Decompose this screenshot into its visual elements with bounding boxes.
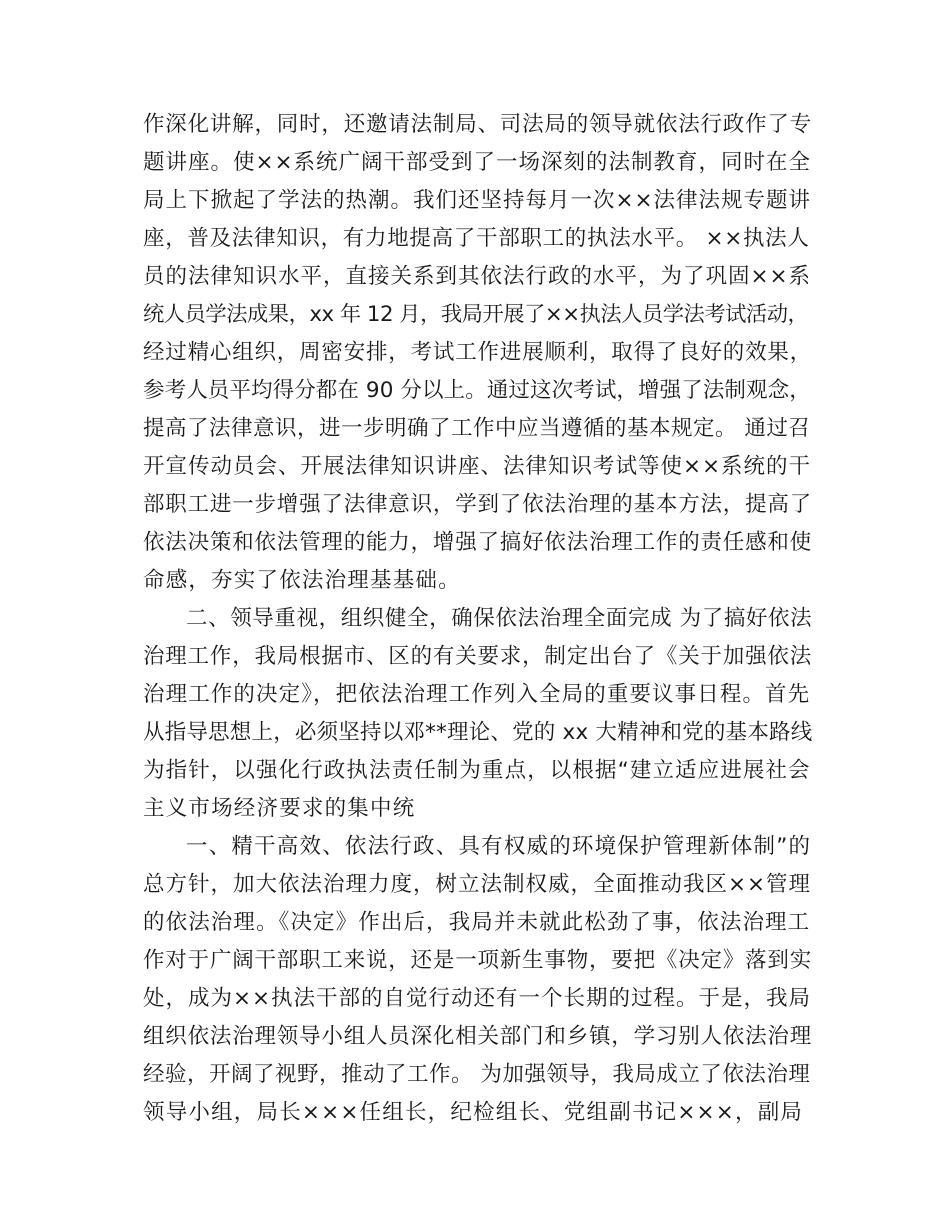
text-line: 依法决策和依法管理的能力，增强了搞好依法治理工作的责任感和使 [143, 530, 813, 555]
section-heading-line: 一、精干高效、依法行政、具有权威的环境保护管理新体制”的 [186, 834, 812, 859]
text-line: 作深化讲解，同时，还邀请法制局、司法局的领导就依法行政作了专 [143, 112, 813, 137]
text-line: 开宣传动员会、开展法律知识讲座、法律知识考试等使××系统的干 [143, 454, 812, 479]
text-line: 经过精心组织，周密安排，考试工作进展顺利，取得了良好的效果， [143, 340, 813, 365]
text-line: 统人员学法成果，xx 年 12 月，我局开展了××执法人员学法考试活动， [143, 302, 809, 327]
text-line: 的依法治理。《决定》作出后，我局并未就此松劲了事，依法治理工 [143, 910, 811, 935]
text-line: 部职工进一步增强了法律意识，学到了依法治理的基本方法，提高了 [143, 492, 813, 517]
text-line: 参考人员平均得分都在 90 分以上。通过这次考试，增强了法制观念， [143, 378, 811, 403]
section-heading-line: 二、领导重视，组织健全，确保依法治理全面完成 为了搞好依法 [186, 606, 813, 631]
text-line: 治理工作的决定》，把依法治理工作列入全局的重要议事日程。首先 [143, 682, 811, 707]
text-line: 命感，夯实了依法治理基基础。 [143, 568, 461, 593]
text-line: 提高了法律意识，进一步明确了工作中应当遵循的基本规定。 通过召 [143, 416, 811, 441]
text-line: 题讲座。使××系统广阔干部受到了一场深刻的法制教育，同时在全 [143, 150, 812, 175]
text-line: 从指导思想上，必须坚持以邓**理论、党的 xx 大精神和党的基本路线 [143, 720, 813, 745]
text-line: 总方针，加大依法治理力度，树立法制权威，全面推动我区××管理 [143, 872, 812, 897]
text-line: 为指针，以强化行政执法责任制为重点，以根据“建立适应进展社会 [143, 758, 811, 783]
text-line: 治理工作，我局根据市、区的有关要求，制定出台了《关于加强依法 [143, 644, 813, 669]
text-line: 处，成为××执法干部的自觉行动还有一个长期的过程。于是，我局 [143, 986, 812, 1011]
text-line: 员的法律知识水平，直接关系到其依法行政的水平，为了巩固××系 [143, 264, 812, 289]
text-line: 经验，开阔了视野，推动了工作。 为加强领导，我局成立了依法治理 [143, 1062, 811, 1087]
text-line: 领导小组，局长×××任组长，纪检组长、党组副书记×××，副局 [143, 1100, 804, 1125]
text-line: 组织依法治理领导小组人员深化相关部门和乡镇，学习别人依法治理 [143, 1024, 813, 1049]
text-line: 座，普及法律知识，有力地提高了干部职工的执法水平。 ××执法人 [143, 226, 810, 251]
text-line: 主义市场经济要求的集中统 [143, 796, 416, 821]
text-line: 作对于广阔干部职工来说，还是一项新生事物，要把《决定》落到实 [143, 948, 813, 973]
text-line: 局上下掀起了学法的热潮。我们还坚持每月一次××法律法规专题讲 [143, 188, 812, 213]
